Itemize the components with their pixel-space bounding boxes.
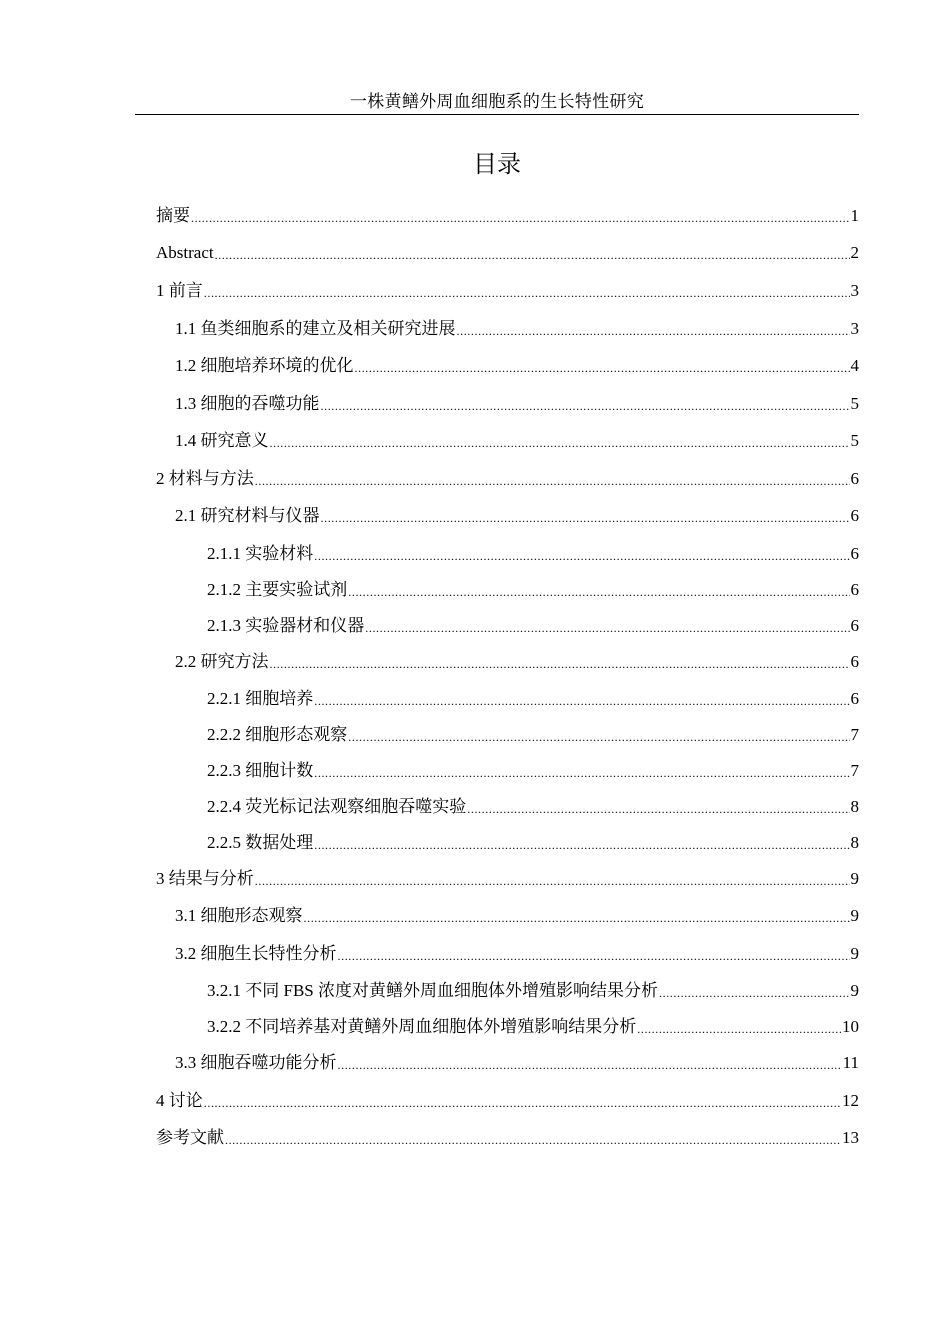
toc-entry-1-2[interactable]	[175, 355, 859, 377]
toc-page-number: 8	[850, 833, 859, 852]
toc-page-number: 6	[850, 652, 859, 671]
toc-entry-label: 2 材料与方法	[156, 469, 254, 488]
toc-page-number: 9	[850, 944, 859, 963]
toc-dot-leader	[338, 1056, 842, 1074]
toc-page-number: 9	[850, 869, 859, 888]
toc-dot-leader	[304, 909, 850, 927]
toc-dot-leader	[314, 692, 849, 710]
toc-dot-leader	[270, 655, 850, 673]
toc-entry-label: 1 前言	[156, 281, 203, 300]
toc-entry-label: 1.2 细胞培养环境的优化	[175, 356, 354, 375]
toc-page-number: 11	[842, 1053, 859, 1072]
toc-page-number: 12	[842, 1091, 859, 1110]
toc-dot-leader	[467, 800, 849, 818]
toc-entry-2-1-1[interactable]	[207, 543, 859, 565]
toc-entry-2-2-3[interactable]	[207, 760, 859, 782]
toc-page-number: 6	[850, 544, 859, 563]
toc-entry-label: 3.2.1 不同 FBS 浓度对黄鳝外周血细胞体外增殖影响结果分析	[207, 981, 658, 1000]
toc-page-number: 6	[850, 580, 859, 599]
toc-entry-label: 参考文献	[156, 1128, 224, 1147]
toc-entry-label: 2.1.3 实验器材和仪器	[207, 616, 365, 635]
toc-entry-label: 2.2 研究方法	[175, 652, 269, 671]
toc-page-number: 4	[850, 356, 859, 375]
toc-page-number: 5	[850, 431, 859, 450]
toc-entry-references[interactable]	[156, 1127, 859, 1149]
toc-dot-leader	[355, 359, 850, 377]
toc-dot-leader	[457, 322, 850, 340]
toc-entry-1-1[interactable]	[175, 318, 859, 340]
toc-entry-label: 2.2.2 细胞形态观察	[207, 725, 348, 744]
toc-entry-label: 2.2.5 数据处理	[207, 833, 314, 852]
toc-dot-leader	[314, 547, 849, 565]
toc-entry-2[interactable]	[156, 468, 859, 490]
toc-entry-label: 3 结果与分析	[156, 869, 254, 888]
toc-page-number: 7	[850, 725, 859, 744]
toc-entry-3-2[interactable]	[175, 943, 859, 965]
toc-entry-3[interactable]	[156, 868, 859, 890]
toc-entry-label: 1.4 研究意义	[175, 431, 269, 450]
toc-entry-2-1-3[interactable]	[207, 615, 859, 637]
toc-page-number: 3	[850, 319, 859, 338]
toc-entry-2-2-5[interactable]	[207, 832, 859, 854]
toc-dot-leader	[321, 509, 850, 527]
toc-entry-abstract-en[interactable]	[156, 242, 859, 264]
toc-dot-leader	[365, 619, 849, 637]
toc-page-number: 6	[850, 506, 859, 525]
toc-entry-label: Abstract	[156, 243, 214, 262]
toc-dot-leader	[225, 1131, 841, 1149]
toc-entry-2-1-2[interactable]	[207, 579, 859, 601]
toc-entry-label: 1.1 鱼类细胞系的建立及相关研究进展	[175, 319, 456, 338]
toc-page-number: 5	[850, 394, 859, 413]
toc-page-number: 6	[850, 469, 859, 488]
toc-dot-leader	[348, 728, 849, 746]
toc-page-number: 8	[850, 797, 859, 816]
toc-dot-leader	[321, 397, 850, 415]
toc-dot-leader	[314, 836, 849, 854]
toc-entry-label: 3.3 细胞吞噬功能分析	[175, 1053, 337, 1072]
toc-dot-leader	[637, 1020, 841, 1038]
toc-page-number: 10	[842, 1017, 859, 1036]
toc-page-number: 3	[850, 281, 859, 300]
toc-entry-3-3[interactable]	[175, 1052, 859, 1074]
toc-title: 目录	[473, 150, 521, 178]
toc-dot-leader	[255, 472, 850, 490]
toc-page-number: 9	[850, 981, 859, 1000]
running-header-title: 一株黄鳝外周血细胞系的生长特性研究	[349, 92, 645, 111]
toc-page-number: 13	[842, 1128, 859, 1147]
toc-entry-label: 2.2.3 细胞计数	[207, 761, 314, 780]
toc-dot-leader	[215, 246, 850, 264]
toc-entry-label: 3.1 细胞形态观察	[175, 906, 303, 925]
toc-dot-leader	[348, 583, 849, 601]
toc-entry-label: 2.2.1 细胞培养	[207, 689, 314, 708]
toc-entry-2-2[interactable]	[175, 651, 859, 673]
toc-page-number: 6	[850, 616, 859, 635]
toc-dot-leader	[270, 434, 850, 452]
toc-dot-leader	[204, 1094, 841, 1112]
toc-entry-2-2-1[interactable]	[207, 688, 859, 710]
toc-entry-2-2-2[interactable]	[207, 724, 859, 746]
toc-entry-2-1[interactable]	[175, 505, 859, 527]
toc-page-number: 7	[850, 761, 859, 780]
toc-dot-leader	[255, 872, 850, 890]
toc-entry-label: 2.2.4 荧光标记法观察细胞吞噬实验	[207, 797, 467, 816]
toc-entry-1-4[interactable]	[175, 430, 859, 452]
toc-dot-leader	[314, 764, 849, 782]
toc-entry-label: 摘要	[156, 206, 190, 225]
toc-entry-3-2-1[interactable]	[207, 980, 859, 1002]
toc-entry-3-2-2[interactable]	[207, 1016, 859, 1038]
toc-entry-3-1[interactable]	[175, 905, 859, 927]
toc-dot-leader	[191, 209, 850, 227]
toc-page-number: 2	[850, 243, 859, 262]
toc-entry-2-2-4[interactable]	[207, 796, 859, 818]
toc-dot-leader	[659, 984, 850, 1002]
toc-entry-label: 4 讨论	[156, 1091, 203, 1110]
toc-entry-1[interactable]	[156, 280, 859, 302]
toc-entry-abstract-cn[interactable]	[156, 205, 859, 227]
toc-entry-label: 3.2.2 不同培养基对黄鳝外周血细胞体外增殖影响结果分析	[207, 1017, 637, 1036]
toc-entry-label: 2.1 研究材料与仪器	[175, 506, 320, 525]
toc-entry-label: 1.3 细胞的吞噬功能	[175, 394, 320, 413]
toc-dot-leader	[204, 284, 850, 302]
toc-page-number: 6	[850, 689, 859, 708]
toc-page-number: 1	[850, 206, 859, 225]
toc-entry-4[interactable]	[156, 1090, 859, 1112]
toc-page-number: 9	[850, 906, 859, 925]
toc-entry-label: 2.1.2 主要实验试剂	[207, 580, 348, 599]
toc-dot-leader	[338, 947, 850, 965]
toc-entry-label: 3.2 细胞生长特性分析	[175, 944, 337, 963]
toc-entry-1-3[interactable]	[175, 393, 859, 415]
toc-entry-label: 2.1.1 实验材料	[207, 544, 314, 563]
